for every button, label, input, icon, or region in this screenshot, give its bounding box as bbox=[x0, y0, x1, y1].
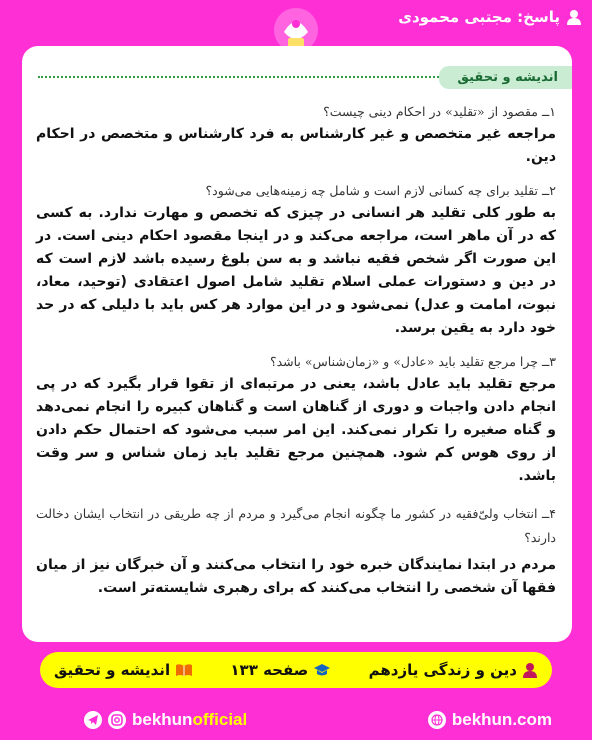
book-title: دین و زندگی یازدهم bbox=[368, 661, 517, 679]
book-info-bar bbox=[40, 652, 552, 688]
instagram-icon[interactable] bbox=[108, 711, 126, 729]
open-book-icon bbox=[175, 663, 193, 677]
telegram-icon[interactable] bbox=[84, 711, 102, 729]
author-name: پاسخ: مجتبی محمودی bbox=[398, 8, 560, 26]
globe-icon bbox=[428, 711, 446, 729]
question-3: ۳ــ چرا مرجع تقلید باید «عادل» و «زمان‌شناس» باشد؟ bbox=[269, 354, 556, 369]
page-number: صفحه ۱۳۳ bbox=[230, 661, 309, 679]
dotted-divider bbox=[38, 76, 450, 78]
answer-4: مردم در ابتدا نمایندگان خبره خود را انتخاب می‌کنند و آن خبرگان نیز از میان فقها آن شخصی را انتخاب می‌کنند که برای رهبری شایسته‌تر است. bbox=[36, 557, 556, 596]
website-url: bekhun.com bbox=[451, 710, 552, 729]
website-link[interactable] bbox=[428, 710, 552, 730]
question-1: ۱ــ مقصود از «تقلید» در احکام دینی چیست؟ bbox=[323, 104, 556, 119]
section-name: اندیشه و تحقیق bbox=[54, 661, 171, 679]
section-tag: اندیشه و تحقیق bbox=[439, 66, 572, 89]
section-group bbox=[54, 661, 193, 679]
page-group bbox=[230, 661, 331, 679]
question-4: ۴ــ انتخاب ولیّ‌فقیه در کشور ما چگونه انجام می‌گیرد و مردم از چه طریقی در انتخاب ایشان دخالت دارند؟ bbox=[36, 506, 556, 545]
social-prefix: bekhun bbox=[132, 710, 193, 729]
social-suffix: official bbox=[192, 710, 248, 729]
social-handle[interactable] bbox=[84, 710, 247, 730]
footer bbox=[0, 700, 592, 740]
user-icon bbox=[566, 9, 582, 25]
question-2: ۲ــ تقلید برای چه کسانی لازم است و شامل چه زمینه‌هایی می‌شود؟ bbox=[205, 183, 556, 198]
book-title-group bbox=[369, 661, 538, 679]
top-bar bbox=[0, 0, 592, 40]
author-line bbox=[398, 8, 582, 26]
content-card bbox=[22, 46, 572, 642]
graduation-cap-icon bbox=[313, 663, 331, 677]
answer-3: مرجع تقلید باید عادل باشد، یعنی در مرتبه‌ای از تقوا قرار بگیرد که در پی انجام دادن واجبات و دوری از گناهان است و گناهان کبیره را انجام نمی‌دهد و گناه صغیره را تکرار نمی‌کند. این امر سبب می‌شود که احتمال حکم دادن از روی هوس کم شود. همچنین مرجع تقلید باید زمان شناس و سر وقت باشد. bbox=[36, 376, 556, 484]
answer-2: به طور کلی تقلید هر انسانی در چیزی که تخصص و مهارت ندارد. به کسی که در آن ماهر است، مراجعه می‌کند و در اینجا مقصود احکام دینی است. در این صورت اگر شخص فقیه نباشد و به سن بلوغ رسیده باشد لازم است که در دین و دستورات عملی اسلام تقلید شامل اصول اعتقادی (توحید، معاد، نبوت، امامت و عدل) نمی‌شود و در این موارد هر کس باید با دلیلی که در حد خود دارد به یقین برسد. bbox=[36, 205, 556, 336]
student-icon bbox=[522, 662, 538, 678]
qa-content bbox=[36, 100, 556, 614]
answer-1: مراجعه غیر متخصص و غیر کارشناس به فرد کارشناس و متخصص در احکام دین. bbox=[36, 126, 556, 165]
